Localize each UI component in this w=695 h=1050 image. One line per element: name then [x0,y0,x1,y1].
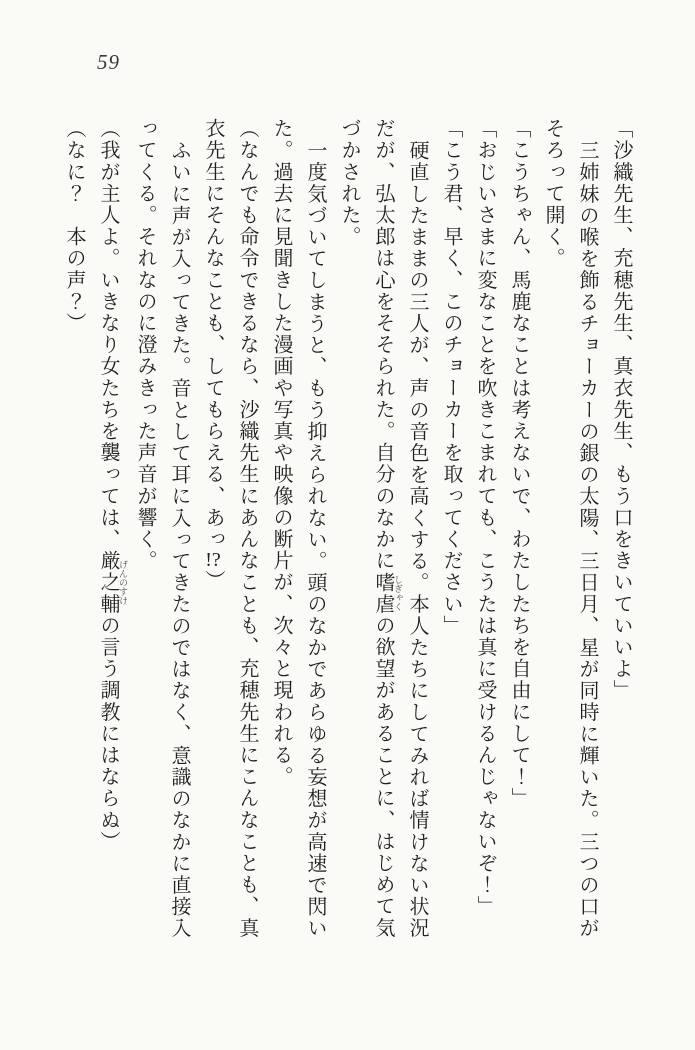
paragraph [434,118,468,942]
tate-chu-yoko-run: !? [205,550,221,570]
text-run: 硬直したままの三人が、声の音色を高くする。本人たちにしてみれば情けない状況だが、弘太郎は心をそそられた。自分のなかに [372,118,428,939]
text-run: 一度気づいてしまうと、もう抑えられない。頭のなかであらゆる妄想が高速で閃いた。過去に見聞きした漫画や写真や映像の断片が、次々と現われる。 [270,118,326,939]
page-text-block [56,118,638,942]
text-run: （我が主人よ。いきなり女たちを襲っては、 [97,118,119,550]
text-run: 「こうちゃん、馬鹿なことは考えないで、わたしたちを自由にして！」 [508,118,530,810]
text-run: の言う調教にはならぬ） [97,614,119,853]
ruby-annotated-word [372,571,403,615]
paragraph [332,118,434,942]
paragraph [57,118,91,942]
paragraph [196,118,264,942]
text-run: 「おじいさまに変なことを吹きこまれても、こうたは真に受けるんじゃないぞ！」 [474,118,496,918]
paragraph [536,118,604,942]
ruby-base-text: 厳之輔 [97,550,119,615]
paragraph [502,118,536,942]
text-run: （なんでも命令できるなら、沙織先生にあんなことも、充穂先生にこんなことも、真衣先生にそんなことも、してもらえる、あっ [202,118,258,939]
text-run: （なに？ 本の声？） [63,118,85,334]
text-run: ふいに声が入ってきた。音として耳に入ってきたのではなく、意識のなかに直接入ってくる。それなのに澄みきった声音が響く。 [134,118,190,939]
paragraph [91,118,128,942]
text-run: の欲望があることに、はじめて気づかされた。 [338,118,394,939]
page-number: 59 [97,50,120,74]
ruby-base-text: 嗜虐 [372,571,394,615]
paragraph [128,118,196,942]
furigana-text: しぎゃく [393,571,403,615]
paragraph [604,118,638,942]
text-run: 「こう君、早く、このチョーカーを取ってください」 [440,118,462,637]
text-run: ） [202,570,224,592]
furigana-text: げんのすけ [118,550,128,615]
text-run: 「沙織先生、充穂先生、真衣先生、もう口をきいていいよ」 [610,118,632,702]
ruby-annotated-word [97,550,128,615]
paragraph [264,118,332,942]
text-run: 三姉妹の喉を飾るチョーカーの銀の太陽、三日月、星が同時に輝いた。三つの口がそろって開く。 [542,118,598,939]
paragraph [468,118,502,942]
